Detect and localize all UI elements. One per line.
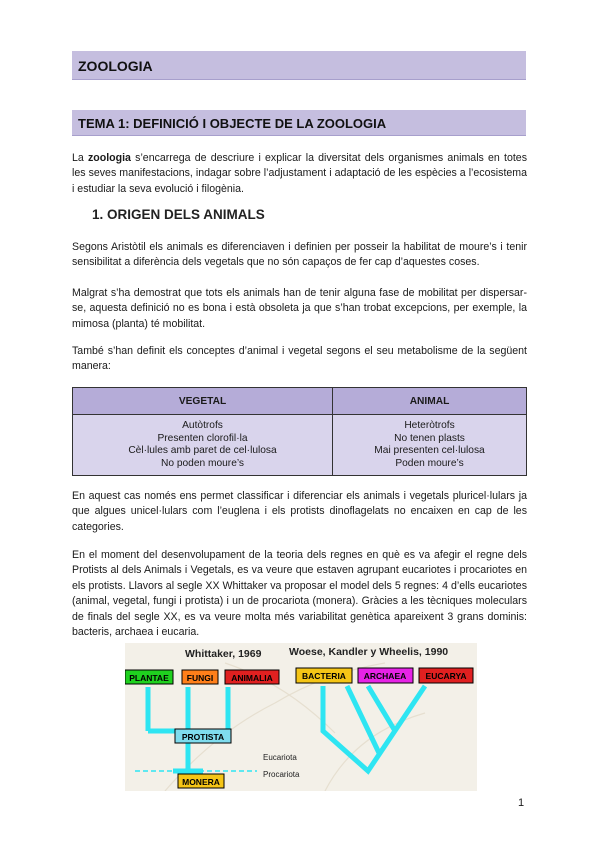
woese-title: Woese, Kandler y Wheelis, 1990 bbox=[289, 646, 449, 658]
paragraph-metabolisme: També s’han definit els conceptes d’animal i vegetal segons el seu metabolisme de la següent manera: bbox=[72, 345, 527, 373]
paragraph-regnes: En el moment del desenvolupament de la teoria dels regnes en què es va afegir el regne dels Protists al dels Animals i Vegetals, es va veure que estaven agrupant eucariotes i procariotes en els protists. Llavors al segle XX Whittaker va proposar el model dels 5 regnes: 4 d’ells eucariotes (animal, vegetal, fungi i protista) i un de procariota (monera). Gràcies a les tècniques moleculars de finals del segle XX, es va veure molta més variabilitat genètica apareixent 3 grans dominis: bacteris, archaea i eucaria. bbox=[72, 549, 527, 639]
classification-figure bbox=[125, 643, 477, 791]
label-eucariota: Eucariota bbox=[263, 753, 297, 762]
intro-paragraph: La zoologia s’encarrega de descriure i explicar la diversitat dels organismes animals en totes les seves manifestacions, indagar sobre l’adjustament i adaptació de les espècies a l’ecosistema i estudiar la seva evolució i filogènia. bbox=[72, 152, 527, 195]
kingdom-plantae: PLANTAE bbox=[129, 673, 169, 683]
label-procariota: Procariota bbox=[263, 770, 300, 779]
table-header-animal: ANIMAL bbox=[333, 388, 527, 415]
whittaker-title: Whittaker, 1969 bbox=[185, 648, 262, 660]
table-cell-animal: Heteròtrofs No tenen plasts Mai presenten cel·lulosa Poden moure’s bbox=[333, 415, 527, 476]
topic-heading: TEMA 1: DEFINICIÓ I OBJECTE DE LA ZOOLOGIA bbox=[72, 110, 526, 136]
kingdom-protista: PROTISTA bbox=[181, 732, 225, 742]
intro-term: zoologia bbox=[87, 152, 131, 164]
domain-eucarya: EUCARYA bbox=[425, 671, 467, 681]
paragraph-mobilitat: Malgrat s’ha demostrat que tots els animals han de tenir alguna fase de mobilitat per dispersar-se, aquesta definició no es bona i està obsoleta ja que s’han trobat excepcions, per exemple, la mimosa (planta) té mobilitat. bbox=[72, 287, 527, 330]
bacteria-branch bbox=[323, 686, 425, 771]
paragraph-aristotil: Segons Aristòtil els animals es diferenciaven i definien per posseir la habilitat de moure’s i tenir sensibilitat a diferència dels vegetals que no són capaços de fer cap d’aquestes coses. bbox=[72, 241, 527, 269]
page-number: 1 bbox=[518, 797, 525, 809]
section-heading: 1. ORIGEN DELS ANIMALS bbox=[92, 207, 265, 222]
domain-bacteria: BACTERIA bbox=[302, 671, 346, 681]
document-title: ZOOLOGIA bbox=[72, 51, 526, 80]
domain-archaea: ARCHAEA bbox=[363, 671, 407, 681]
table-cell-vegetal: Autòtrofs Presenten clorofil·la Cèl·lules amb paret de cel·lulosa No poden moure’s bbox=[73, 415, 333, 476]
kingdom-monera: MONERA bbox=[182, 777, 220, 787]
comparison-table bbox=[72, 387, 527, 476]
table-header-vegetal: VEGETAL bbox=[73, 388, 333, 415]
kingdom-animalia: ANIMALIA bbox=[231, 673, 273, 683]
paragraph-categories: En aquest cas només ens permet classificar i diferenciar els animals i vegetals pluricel·lulars ja que algues unicel·lulars com l’euglena i els protists dinoflagelats no encaixen en cap de les categories. bbox=[72, 490, 527, 533]
kingdom-fungi: FUNGI bbox=[186, 673, 214, 683]
